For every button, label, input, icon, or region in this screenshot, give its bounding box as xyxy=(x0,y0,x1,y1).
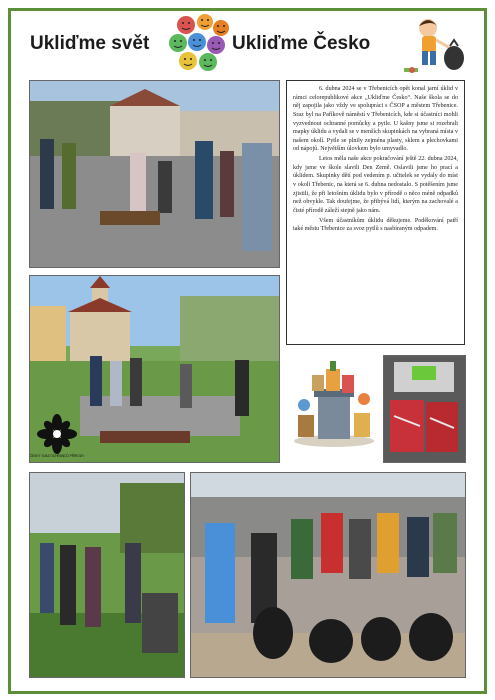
title-ukliďme-svět: Ukliďme svět xyxy=(30,33,150,54)
cartoon-child-with-trash-bag xyxy=(402,14,468,78)
photo-scene-field xyxy=(30,473,184,677)
photo-collected-bags xyxy=(383,355,466,463)
photo-group-with-bags xyxy=(190,472,466,678)
seal-text: ČESKÝ SVAZ OCHRANCŮ PŘÍRODY xyxy=(30,454,84,458)
article-text xyxy=(286,80,465,345)
smiley-faces-logo xyxy=(169,14,231,72)
trash-pile-illustration xyxy=(290,355,378,451)
smiley-face-icon xyxy=(169,14,229,71)
article-paragraph: Letos měla naše akce pokračování ještě 22. dubna 2024, kdy jsme ve škole slavili Den Země. Oslavili jsme ho prací a úklidem. Skupinky dětí pod vedením p. učitelek se vydaly do míst v okolí Třebenic, na která se 6. dubna nedostalo. S potěšením jsme zjistili, že při letošním úklidu bylo v přírodě o něco méně odpadků než obvykle. Tak doufejme, že přibývá lidí, kterým na zachovalé a čisté přírodě záleží stejně jako nám. xyxy=(293,156,458,214)
photo-scene-group-square xyxy=(30,81,279,267)
photo-group-on-town-square xyxy=(29,80,280,268)
title-ukliďme-česko: Ukliďme Česko xyxy=(232,33,371,54)
photo-field-cleanup xyxy=(29,472,185,678)
csop-seal-logo xyxy=(30,412,84,458)
photo-scene-group-bags xyxy=(191,473,465,677)
article-paragraph: Všem účastníkům úklidu děkujeme. Poděkování patří také městu Třebenice za svoz pytlů s nasbíraným odpadem. xyxy=(293,217,458,233)
photo-scene-bags xyxy=(384,356,465,462)
article-paragraph: 6. dubna 2024 se v Třebenicích opět konal jarní úklid v rámci celorepublikové akce „Ukliďme Česko“. Naše škola se do něj zapojila jako vždy ve spolupráci s ČSOP a městem Třebenice. Sraz byl na Paříkově náměstí v Třebenicích, kde si účastníci mohli vyzvednout ochranné pomůcky a pytle. U kašny jsme si rozebrali mapky úklidu a vydali se v menších skupinkách na vybraná místa v našem okolí. Pytle se plnily zejména plasty, sklem a plechovkami od nápojů. Největším úlovkem bylo umyvadlo. xyxy=(293,86,458,153)
